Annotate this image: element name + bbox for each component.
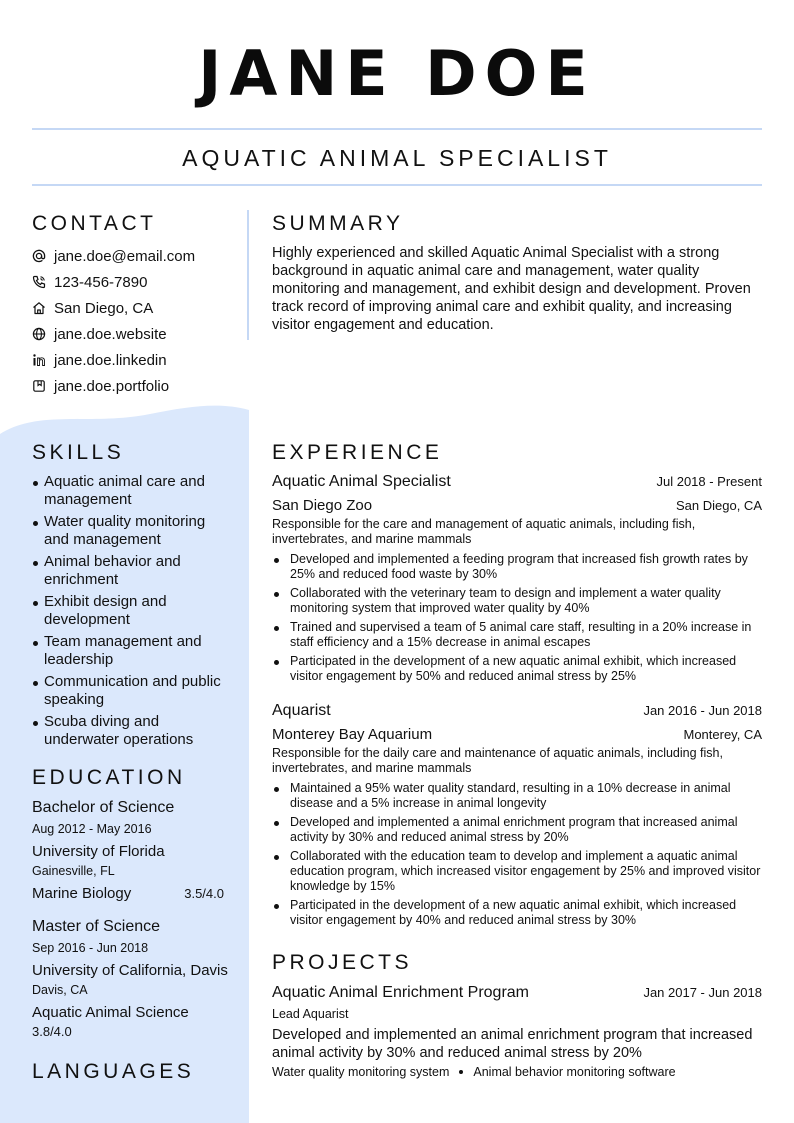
job-dates: Jan 2016 - Jun 2018 (643, 703, 762, 718)
edu-gpa: 3.8/4.0 (32, 1024, 72, 1039)
skill-item: Aquatic animal care and management (32, 473, 232, 509)
globe-icon (32, 327, 46, 341)
education-entry-2 (32, 917, 232, 1041)
job-bullet: Developed and implemented a feeding program that increased fish growth rates by 25% and reduced food waste by 30% (272, 552, 762, 582)
job-bullet: Collaborated with the veterinary team to design and implement a water quality monitoring system that improved water quality by 40% (272, 586, 762, 616)
candidate-name: JANE DOE (198, 37, 596, 110)
job-description: Responsible for the care and management of aquatic animals, including fish, invertebrates, and marine mammals (272, 517, 696, 546)
job-bullet: Collaborated with the education team to develop and implement a aquatic animal education program, which increased visitor engagement by 25% and improved visitor knowledge by 15% (272, 849, 762, 894)
experience-heading: EXPERIENCE (272, 441, 443, 464)
job-header (272, 701, 762, 721)
edu-dates: Sep 2016 - Jun 2018 (32, 941, 149, 955)
edu-location: Davis, CA (32, 983, 88, 997)
home-icon (32, 301, 46, 315)
tool-separator-dot (459, 1070, 463, 1074)
languages-heading: LANGUAGES (32, 1060, 195, 1083)
job-entry-2 (272, 701, 762, 932)
project-tools (272, 1064, 762, 1080)
edu-school: University of California, Davis (32, 962, 228, 979)
contact-portfolio[interactable] (32, 373, 242, 399)
project-dates: Jan 2017 - Jun 2018 (643, 985, 762, 1000)
job-location: Monterey, CA (683, 727, 762, 742)
job-org-row (272, 496, 762, 516)
skill-item: Team management and leadership (32, 633, 232, 669)
job-title: Aquarist (272, 702, 331, 719)
header-rule-bottom (32, 184, 762, 186)
contact-linkedin-text: jane.doe.linkedin (54, 351, 167, 369)
contact-email-text: jane.doe@email.com (54, 247, 196, 265)
portfolio-icon (32, 379, 46, 393)
job-title-heading: AQUATIC ANIMAL SPECIALIST (182, 145, 612, 171)
job-header (272, 472, 762, 492)
edu-dates: Aug 2012 - May 2016 (32, 822, 152, 836)
job-bullet: Participated in the development of a new aquatic animal exhibit, which increased visitor engagement by 40% and reduced animal stress by 30% (272, 898, 762, 928)
skill-item: Exhibit design and development (32, 593, 232, 629)
edu-field-row (32, 884, 224, 904)
contact-location (32, 295, 242, 321)
contact-website-text: jane.doe.website (54, 325, 167, 343)
contact-portfolio-text: jane.doe.portfolio (54, 377, 170, 395)
projects-heading: PROJECTS (272, 951, 413, 974)
at-icon (32, 249, 46, 263)
project-description: Developed and implemented an animal enrichment program that increased animal activity by 30% and reduced animal stress by 20% (272, 1027, 753, 1061)
job-bullet: Trained and supervised a team of 5 animal care staff, resulting in a 20% increase in staff efficiency and a 15% decrease in animal escapes (272, 620, 762, 650)
job-description: Responsible for the daily care and maintenance of aquatic animals, including fish, invertebrates, and marine mammals (272, 746, 723, 775)
project-entry (272, 983, 762, 1080)
phone-icon (32, 275, 46, 289)
summary-heading: SUMMARY (272, 212, 404, 235)
job-org: Monterey Bay Aquarium (272, 726, 433, 743)
edu-degree: Bachelor of Science (32, 799, 175, 816)
column-divider (247, 210, 249, 340)
contact-location-text: San Diego, CA (54, 299, 154, 317)
edu-degree: Master of Science (32, 918, 161, 935)
job-org: San Diego Zoo (272, 497, 373, 514)
job-bullet: Maintained a 95% water quality standard, resulting in a 10% decrease in animal disease and a 5% increase in animal longevity (272, 781, 762, 811)
contact-list (32, 243, 242, 399)
edu-field: Aquatic Animal Science (32, 1004, 189, 1021)
contact-linkedin[interactable] (32, 347, 242, 373)
skill-item: Scuba diving and underwater operations (32, 713, 232, 749)
contact-heading: CONTACT (32, 212, 157, 235)
project-header (272, 983, 762, 1003)
job-org-row (272, 725, 762, 745)
job-bullets (272, 552, 762, 684)
edu-school: University of Florida (32, 843, 165, 860)
header-rule-top (32, 128, 762, 130)
project-tool: Animal behavior monitoring software (473, 1065, 676, 1079)
job-location: San Diego, CA (676, 498, 762, 513)
job-dates: Jul 2018 - Present (656, 474, 762, 489)
edu-location: Gainesville, FL (32, 864, 115, 878)
job-bullet: Developed and implemented a animal enrichment program that increased animal activity by 30% and reduced animal stress by 20% (272, 815, 762, 845)
job-bullet: Participated in the development of a new aquatic animal exhibit, which increased visitor engagement by 50% and reduced animal stress by 25% (272, 654, 762, 684)
contact-website[interactable] (32, 321, 242, 347)
skill-item: Water quality monitoring and management (32, 513, 232, 549)
contact-phone-text: 123-456-7890 (54, 273, 148, 291)
education-heading: EDUCATION (32, 766, 186, 789)
linkedin-icon (32, 353, 46, 367)
job-title: Aquatic Animal Specialist (272, 473, 451, 490)
edu-gpa: 3.5/4.0 (184, 886, 224, 901)
project-role: Lead Aquarist (272, 1007, 349, 1021)
skills-heading: SKILLS (32, 441, 125, 464)
skill-item: Animal behavior and enrichment (32, 553, 232, 589)
job-entry-1 (272, 472, 762, 688)
contact-email[interactable] (32, 243, 242, 269)
contact-phone[interactable] (32, 269, 242, 295)
skill-item: Communication and public speaking (32, 673, 232, 709)
skills-list (32, 473, 232, 753)
summary-text: Highly experienced and skilled Aquatic Animal Specialist with a strong background in aquatic animal care and management, water quality monitoring and management, and exhibit design and development. Proven track record of improving animal care and exhibit quality, and increasing visitor engagement and education. (272, 245, 751, 333)
job-bullets (272, 781, 762, 928)
project-title: Aquatic Animal Enrichment Program (272, 984, 529, 1001)
edu-field: Marine Biology (32, 885, 132, 902)
education-entry-1 (32, 798, 224, 904)
project-tool: Water quality monitoring system (272, 1065, 450, 1079)
